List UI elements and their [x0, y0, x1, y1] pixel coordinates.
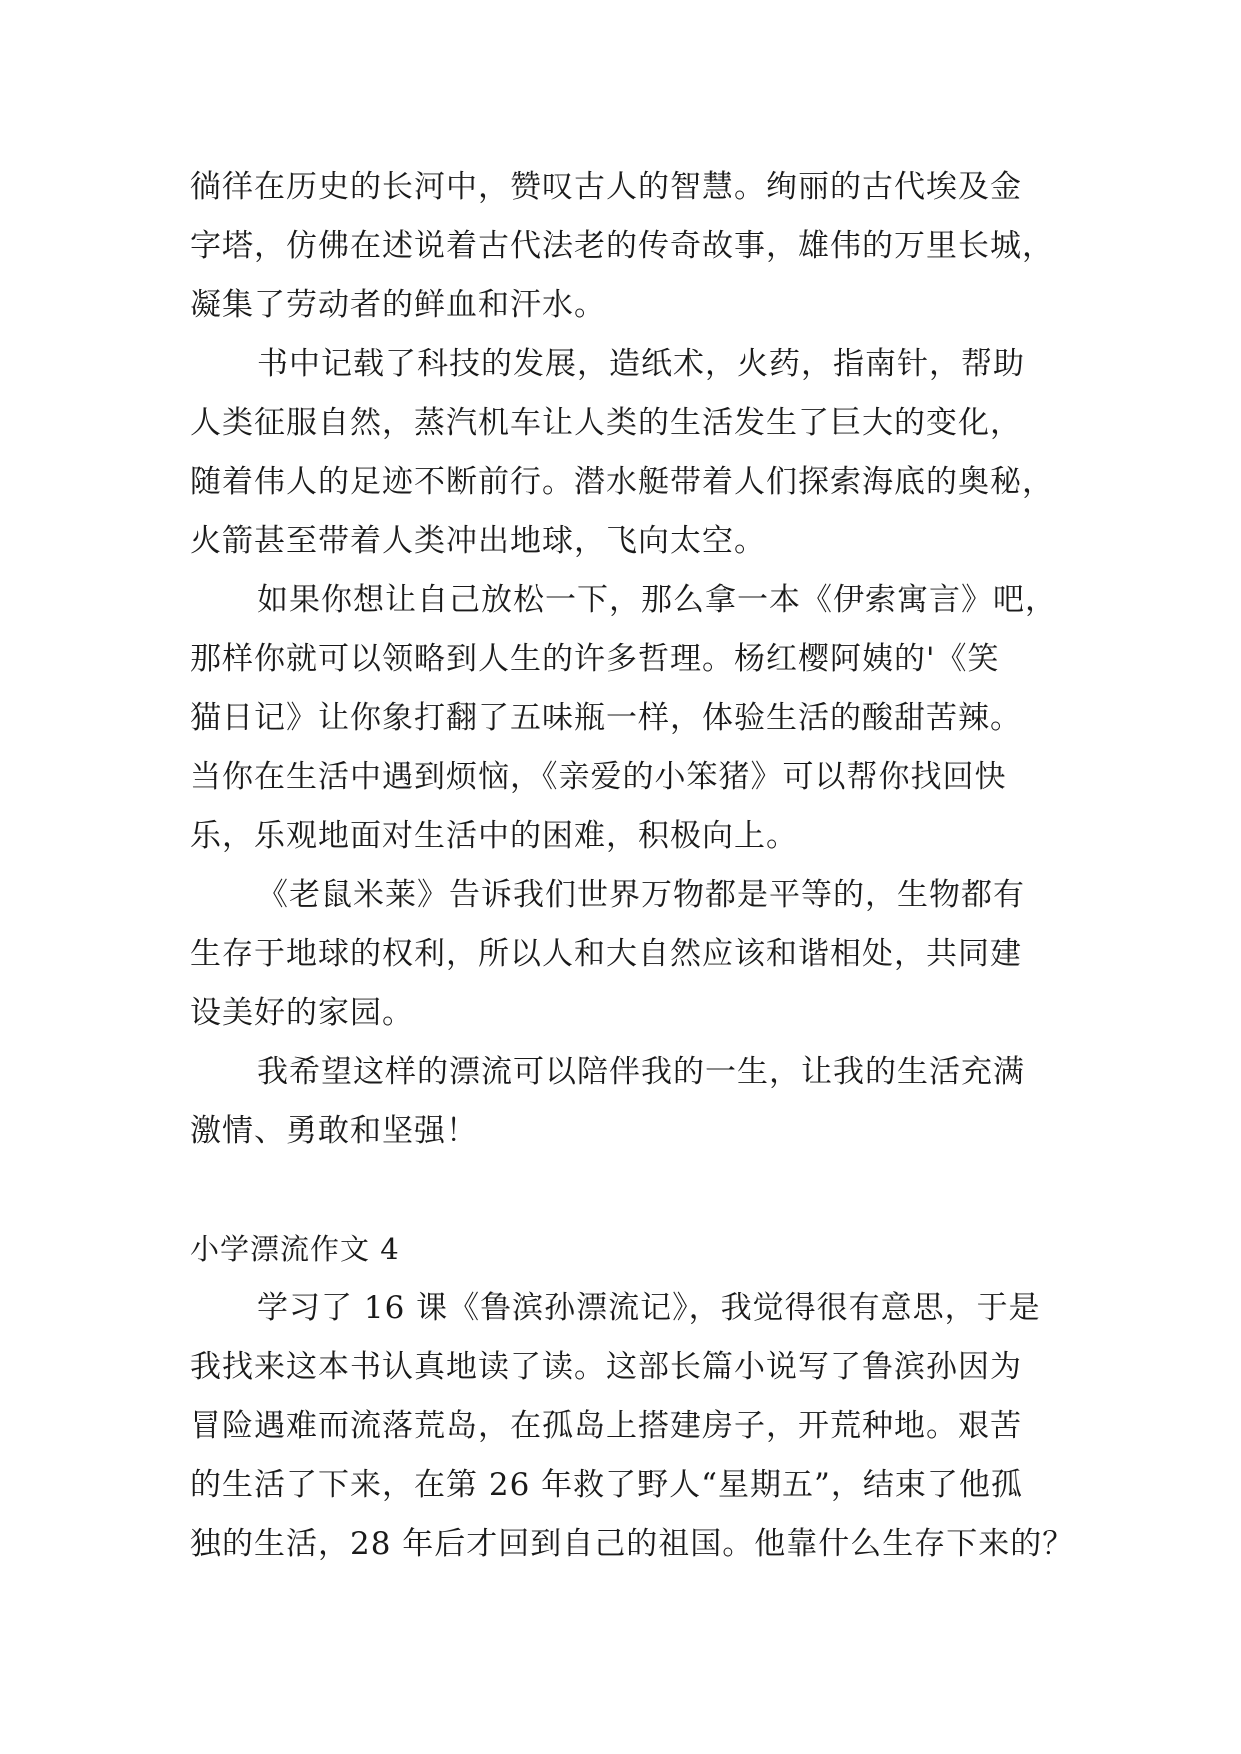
- text-line: 如果你想让自己放松一下，那么拿一本《伊索寓言》吧，: [257, 582, 1057, 618]
- paragraph-technology: [190, 335, 1060, 571]
- paragraph-books: [190, 571, 1060, 866]
- text-line: 《老鼠米莱》告诉我们世界万物都是平等的，生物都有: [257, 877, 1025, 913]
- text-line: 猫日记》让你象打翻了五味瓶一样，体验生活的酸甜苦辣。: [190, 700, 1022, 736]
- text-line: 冒险遇难而流落荒岛，在孤岛上搭建房子，开荒种地。艰苦: [190, 1408, 1022, 1444]
- text-line: 书中记载了科技的发展，造纸术，火药，指南针，帮助: [257, 346, 1025, 382]
- paragraph-spacer: [190, 1161, 1060, 1220]
- text-line: 凝集了劳动者的鲜血和汗水。: [190, 287, 606, 323]
- text-line: 独的生活，28 年后才回到自己的祖国。他靠什么生存下来的？: [190, 1526, 1075, 1562]
- text-line: 随着伟人的足迹不断前行。潜水艇带着人们探索海底的奥秘，: [190, 464, 1054, 500]
- section-title: 小学漂流作文 4: [190, 1232, 400, 1266]
- text-line: 我希望这样的漂流可以陪伴我的一生，让我的生活充满: [257, 1054, 1025, 1090]
- paragraph-robinson: [190, 1279, 1075, 1574]
- text-line: 激情、勇敢和坚强！: [190, 1113, 478, 1149]
- text-line: 那样你就可以领略到人生的许多哲理。杨红樱阿姨的'《笑: [190, 641, 1000, 677]
- text-line: 生存于地球的权利，所以人和大自然应该和谐相处，共同建: [190, 936, 1022, 972]
- paragraph-mouse: [190, 866, 1060, 1043]
- text-line: 设美好的家园。: [190, 995, 414, 1031]
- text-line: 徜徉在历史的长河中，赞叹古人的智慧。绚丽的古代埃及金: [190, 169, 1022, 205]
- text-line: 字塔，仿佛在述说着古代法老的传奇故事，雄伟的万里长城，: [190, 228, 1054, 264]
- text-line: 的生活了下来，在第 26 年救了野人“星期五”，结束了他孤: [190, 1467, 1023, 1503]
- text-line: 火箭甚至带着人类冲出地球，飞向太空。: [190, 523, 766, 559]
- text-line: 当你在生活中遇到烦恼，《亲爱的小笨猪》可以帮你找回快: [190, 759, 1007, 795]
- text-line: 学习了 16 课《鲁滨孙漂流记》，我觉得很有意思，于是: [257, 1290, 1041, 1326]
- document-body: [190, 158, 1075, 1574]
- text-line: 人类征服自然，蒸汽机车让人类的生活发生了巨大的变化，: [190, 405, 1022, 441]
- paragraph-history: [190, 158, 1060, 335]
- text-line: 我找来这本书认真地读了读。这部长篇小说写了鲁滨孙因为: [190, 1349, 1022, 1385]
- text-line: 乐，乐观地面对生活中的困难，积极向上。: [190, 818, 798, 854]
- paragraph-hope: [190, 1043, 1060, 1161]
